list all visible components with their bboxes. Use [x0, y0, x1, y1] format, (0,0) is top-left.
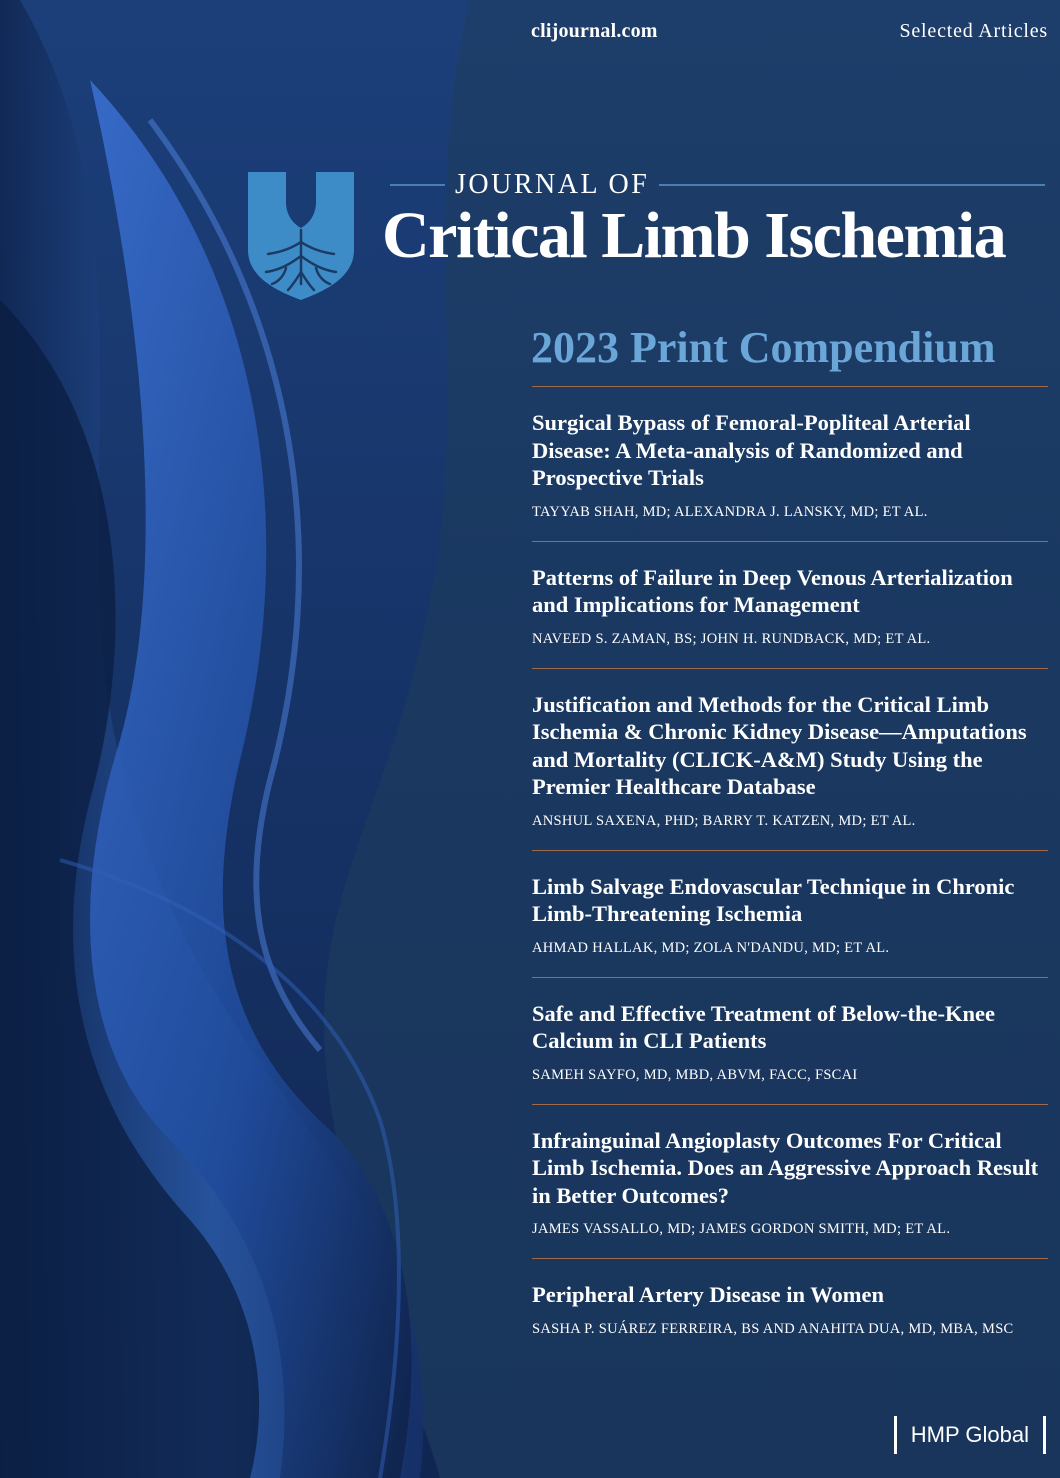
article-title: Infrainguinal Angioplasty Outcomes For Critical Limb Ischemia. Does an Aggressive Approach Result in Better Outcomes?	[532, 1127, 1039, 1208]
article-authors: ANSHUL SAXENA, PHD; BARRY T. KATZEN, MD; ET AL.	[532, 812, 916, 829]
article-authors: NAVEED S. ZAMAN, BS; JOHN H. RUNDBACK, MD; ET AL.	[532, 630, 931, 647]
article-title: Surgical Bypass of Femoral-Popliteal Arterial Disease: A Meta-analysis of Randomized and Prospective Trials	[532, 410, 971, 490]
masthead-kicker-row	[390, 168, 1045, 202]
table-of-contents	[532, 386, 1048, 1338]
journal-title: Critical Limb Ischemia	[382, 199, 1006, 272]
section-label: Selected Articles	[899, 20, 1048, 42]
article-title: Safe and Effective Treatment of Below-the-Knee Calcium in CLI Patients	[532, 1000, 996, 1053]
article-item[interactable]	[532, 387, 1048, 541]
article-item[interactable]	[532, 1105, 1048, 1259]
article-item[interactable]	[532, 851, 1048, 977]
publisher-logo	[894, 1416, 1046, 1454]
article-item[interactable]	[532, 1259, 1048, 1338]
article-item[interactable]	[532, 669, 1048, 850]
publisher-bar-right	[1043, 1416, 1046, 1454]
article-title: Limb Salvage Endovascular Technique in Chronic Limb-Threatening Ischemia	[532, 873, 1015, 926]
rule-left	[390, 184, 445, 186]
article-title: Peripheral Artery Disease in Women	[532, 1282, 885, 1307]
shield-roots-icon	[248, 172, 354, 300]
article-item[interactable]	[532, 978, 1048, 1104]
rule-right	[659, 184, 1045, 186]
masthead-kicker: JOURNAL OF	[455, 169, 650, 200]
article-title: Patterns of Failure in Deep Venous Arterialization and Implications for Management	[532, 564, 1013, 617]
article-authors: SAMEH SAYFO, MD, MBD, ABVM, FACC, FSCAI	[532, 1066, 858, 1083]
edition-title: 2023 Print Compendium	[531, 323, 996, 372]
website-url: clijournal.com	[531, 20, 658, 42]
article-title: Justification and Methods for the Critical Limb Ischemia & Chronic Kidney Disease—Amputations and Mortality (CLICK-A&M) Study Using the Premier Healthcare Database	[532, 691, 1027, 799]
article-item[interactable]	[532, 542, 1048, 668]
article-authors: JAMES VASSALLO, MD; JAMES GORDON SMITH, MD; ET AL.	[532, 1221, 951, 1237]
article-authors: SASHA P. SUÁREZ FERREIRA, BS AND ANAHITA DUA, MD, MBA, MSC	[532, 1320, 1014, 1337]
article-authors: AHMAD HALLAK, MD; ZOLA N'DANDU, MD; ET AL.	[532, 939, 890, 956]
article-authors: TAYYAB SHAH, MD; ALEXANDRA J. LANSKY, MD; ET AL.	[532, 503, 928, 520]
publisher-name: HMP Global	[910, 1422, 1029, 1447]
